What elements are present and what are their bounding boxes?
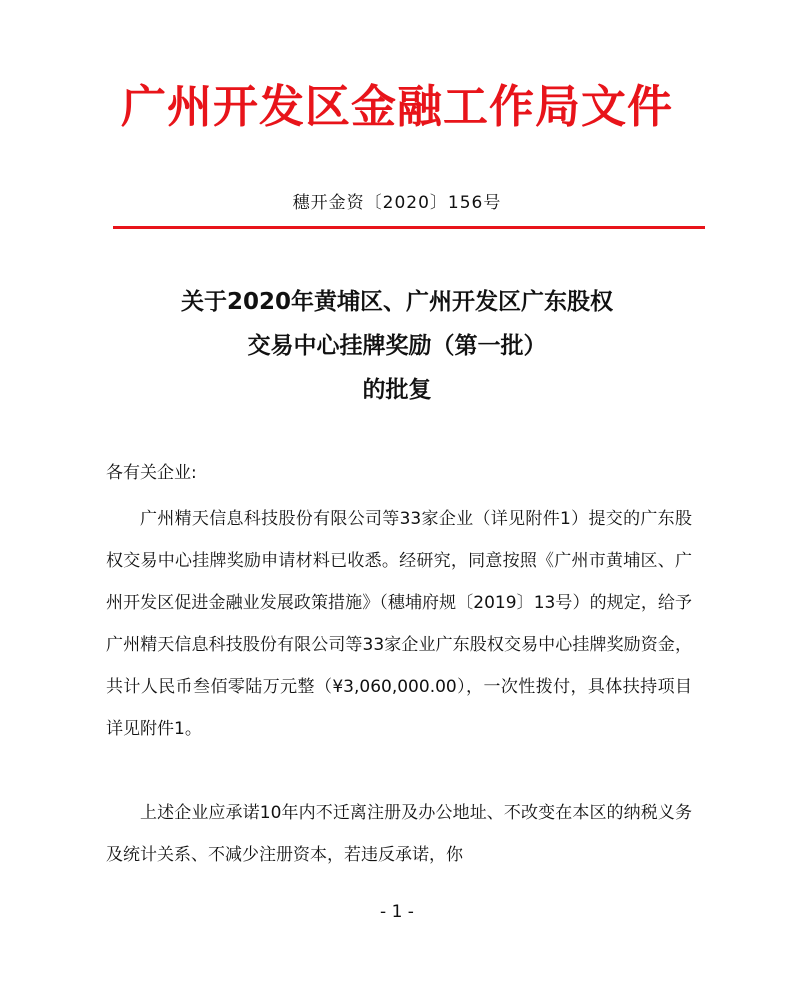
addressee: 各有关企业: [106,463,197,483]
agency-title: 广州开发区金融工作局文件 [120,80,673,133]
subject-line-1: 关于2020年黄埔区、广州开发区广东股权 [180,289,613,315]
subject-line-3: 的批复 [362,377,432,403]
document-number: 穗开金资〔2020〕156号 [292,193,502,213]
page-number: - 1 - [380,902,414,922]
subject-heading [100,280,694,412]
body-paragraph-2: 上述企业应承诺10年内不迁离注册及办公地址、不改变在本区的纳税义务及统计关系、不减少注册资本，若违反承诺，你 [106,803,692,865]
body-paragraph-1: 广州精天信息科技股份有限公司等33家企业（详见附件1）提交的广东股权交易中心挂牌奖励申请材料已收悉。经研究，同意按照《广州市黄埔区、广州开发区促进金融业发展政策措施》（穗埔府规〔2019〕13号）的规定，给予广州精天信息科技股份有限公司等33家企业广东股权交易中心挂牌奖励资金，共计人民币叁佰零陆万元整（¥3,060,000.00），一次性拨付，具体扶持项目详见附件1。 [106,509,692,739]
subject-line-2: 交易中心挂牌奖励（第一批） [247,333,547,359]
red-divider [113,226,705,229]
